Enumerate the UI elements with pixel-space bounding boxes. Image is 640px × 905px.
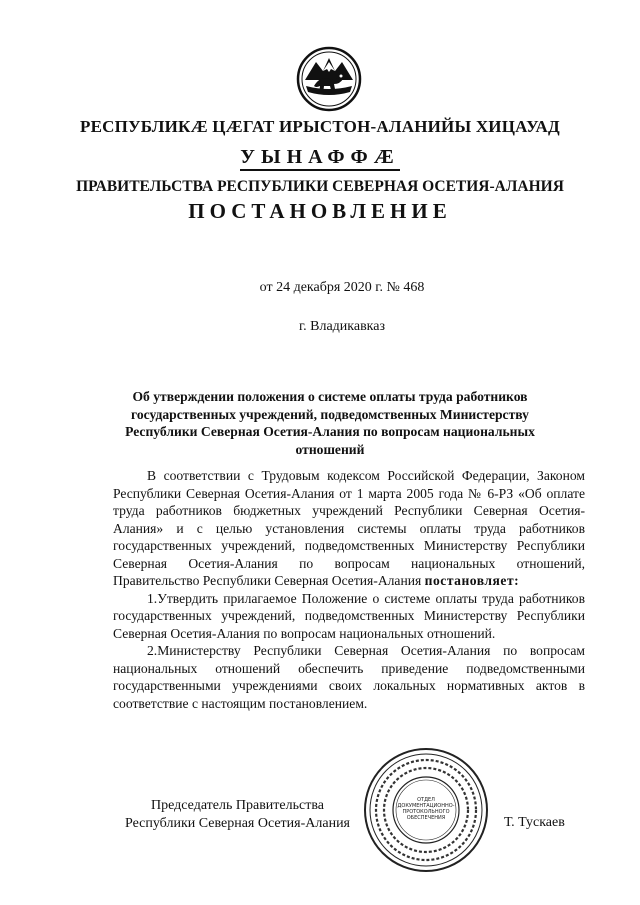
signer-position-line2: Республики Северная Осетия-Алания xyxy=(125,816,350,831)
coat-of-arms-icon xyxy=(296,46,362,112)
header-unaffae-text: УЫНАФФӔ xyxy=(240,146,399,171)
document-type-heading: ПОСТАНОВЛЕНИЕ xyxy=(188,199,452,223)
svg-text:ПРОТОКОЛЬНОГО: ПРОТОКОЛЬНОГО xyxy=(402,809,450,815)
intro-paragraph xyxy=(113,467,585,590)
document-city: г. Владикавказ xyxy=(298,319,386,334)
item-1: 1.Утвердить прилагаемое Положение о системе оплаты труда работников государственных учреждений, подведомственных Министерству Республики Северная Осетия-Алания по вопросам национальных отношений. xyxy=(113,590,585,641)
svg-text:ОТДЕЛ: ОТДЕЛ xyxy=(417,797,435,803)
document-body xyxy=(113,467,585,712)
signer-position xyxy=(115,797,360,833)
intro-text: В соответствии с Трудовым кодексом Российской Федерации, Законом Республики Северная Осетия-Алания от 1 марта 2005 года № 6-РЗ «Об оплате труда работников бюджетных учреждений Республики Северная Осетия-Алания» и с целью установления системы оплаты труда работников государственных учреждений, подведомственных Министерству Республики Северная Осетия-Алания по вопросам национальных отношений, Правительство Республики Северная Осетия-Алания xyxy=(113,468,585,588)
document-date-number: от 24 декабря 2020 г. № 468 xyxy=(259,280,425,295)
document-title: Об утверждении положения о системе оплаты труда работников государственных учреждений, подведомственных Министерству Республики Северная Осетия-Алания по вопросам национальных отношений xyxy=(125,389,535,457)
seal-stamp-icon xyxy=(362,746,490,874)
resolves-word: постановляет: xyxy=(424,573,520,588)
item-2: 2.Министерству Республики Северная Осетия-Алания по вопросам национальных отношений обеспечить приведение подведомственными государственными учреждениями своих локальных нормативных актов в соответствие с настоящим постановлением. xyxy=(113,643,585,711)
header-unaffae xyxy=(0,146,640,169)
header-government: ПРАВИТЕЛЬСТВА РЕСПУБЛИКИ СЕВЕРНАЯ ОСЕТИЯ-АЛАНИЯ xyxy=(76,178,564,195)
svg-text:ОБЕСПЕЧЕНИЯ: ОБЕСПЕЧЕНИЯ xyxy=(406,815,446,821)
signer-name: Т. Тускаев xyxy=(504,815,565,830)
signer-position-line1: Председатель Правительства xyxy=(151,798,324,813)
header-line-ossetian: РЕСПУБЛИКӔ ЦӔГАТ ИРЫСТОН-АЛАНИЙЫ ХИЦАУАД xyxy=(80,117,560,136)
svg-text:ДОКУМЕНТАЦИОННО-: ДОКУМЕНТАЦИОННО- xyxy=(397,803,455,809)
